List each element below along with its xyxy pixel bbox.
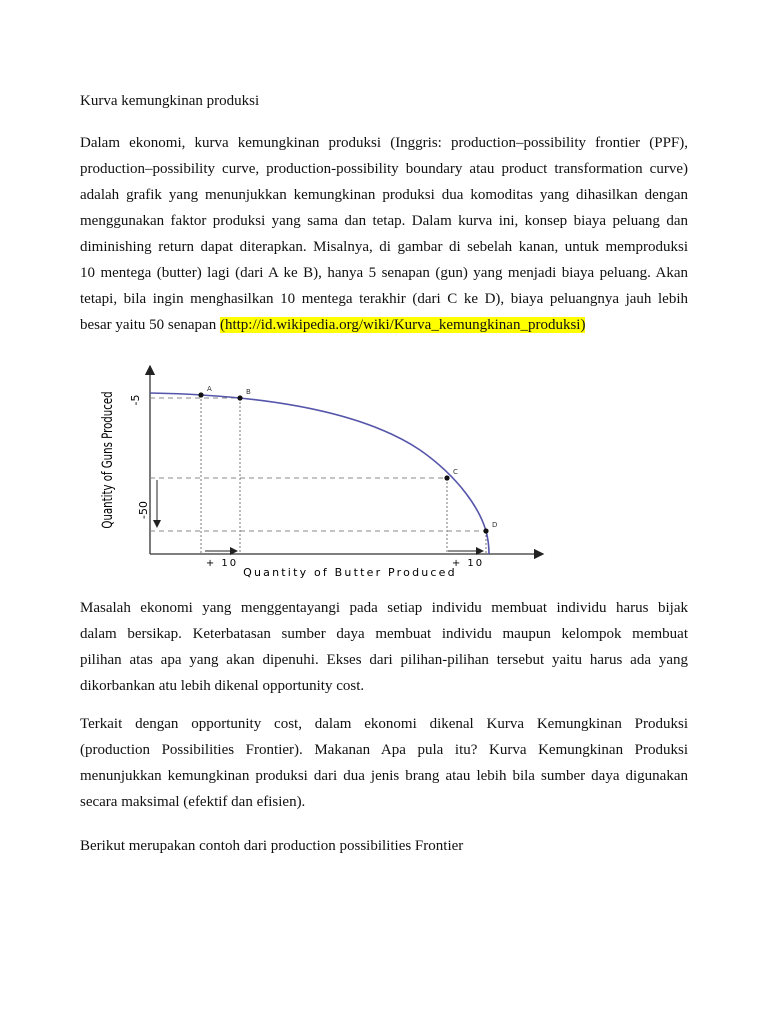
paragraph-line <box>80 737 688 763</box>
line-text: Terkait dengan opportunity cost, dalam ekonomi dikenal Kurva Kemungkinan Produksi <box>80 716 688 732</box>
line-text: besar yaitu 50 senapan <box>80 317 220 333</box>
paragraph-line <box>80 763 688 789</box>
line-text: Dalam ekonomi, kurva kemungkinan produksi (Inggris: production–possibility frontier (PPF), <box>80 135 688 151</box>
paragraph-line <box>80 673 688 699</box>
line-text: menggunakan faktor produksi yang sama dan tetap. Dalam kurva ini, konsep biaya peluang dan <box>80 213 688 229</box>
y-axis-label: Quantity of Guns Produced <box>99 391 116 529</box>
line-text: pilihan atas apa yang akan dipenuhi. Ekses dari pilihan-pilihan tersebut yaitu harus ada yang <box>80 652 688 668</box>
paragraph-opportunity-cost <box>80 711 688 815</box>
line-text: production–possibility curve, production-possibility boundary atau product transformation curve) <box>80 161 688 177</box>
paragraph-text: Berikut merupakan contoh dari production possibilities Frontier <box>80 838 464 854</box>
point-c <box>444 475 449 480</box>
paragraph-line <box>80 621 688 647</box>
line-text: (production Possibilities Frontier). Makanan Apa pula itu? Kurva Kemungkinan Produksi <box>80 742 688 758</box>
x-annotation: + 10 <box>205 558 239 569</box>
line-text: 10 mentega (butter) lagi (dari A ke B), hanya 5 senapan (gun) yang menjadi biaya peluang. Akan <box>80 265 688 281</box>
y-annotation: -5 <box>129 394 142 406</box>
line-text: diminishing return dapat diterapkan. Misalnya, di gambar di sebelah kanan, untuk memproduksi <box>80 239 688 255</box>
line-text: dalam bersikap. Keterbatasan sumber daya membuat individu maupun kelompok membuat <box>80 626 688 642</box>
point-label: B <box>246 388 251 396</box>
point-d <box>483 528 488 533</box>
point-a <box>198 392 203 397</box>
line-text: tetapi, bila ingin menghasilkan 10 mentega terakhir (dari C ke D), biaya peluangnya jauh lebih <box>80 291 688 307</box>
title-text: Kurva kemungkinan produksi <box>80 93 260 109</box>
x-axis-label: Quantity of Butter Produced <box>243 566 457 579</box>
line-text: secara maksimal (efektif dan efisien). <box>80 794 306 810</box>
paragraph-line <box>80 647 688 673</box>
line-text: menunjukkan kemungkinan produksi dari dua jenis brang atau lebih bila sumber daya digunakan <box>80 768 688 784</box>
line-text: adalah grafik yang menunjukkan kemungkinan produksi dua komoditas yang dihasilkan dengan <box>80 187 688 203</box>
point-label: A <box>207 385 212 393</box>
point-label: C <box>453 468 458 476</box>
y-annotation: -50 <box>137 501 150 519</box>
paragraph-line <box>80 711 688 737</box>
ppf-curve <box>150 393 489 554</box>
point-b <box>237 395 242 400</box>
x-annotation: + 10 <box>451 558 485 569</box>
paragraph-line <box>80 789 688 815</box>
line-text: Masalah ekonomi yang menggentayangi pada setiap individu membuat individu harus bijak <box>80 600 688 616</box>
paragraph-economic-problem <box>80 595 688 699</box>
paragraph-example-intro <box>80 833 688 859</box>
wikipedia-link[interactable]: (http://id.wikipedia.org/wiki/Kurva_kemungkinan_produksi) <box>219 317 586 333</box>
paragraph-line <box>80 595 688 621</box>
line-text: dikorbankan atu lebih dikenal opportunity cost. <box>80 678 365 694</box>
point-label: D <box>492 521 498 529</box>
